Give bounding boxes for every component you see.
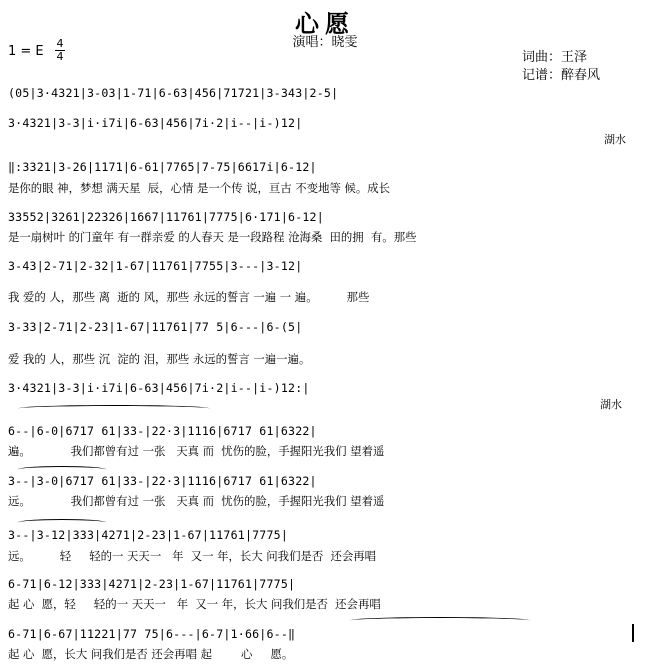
score-line-5-lyrics: 我 爱的 人，那些 离 逝的 风，那些 永远的誓言 一遍 一 遍。 那些: [8, 290, 370, 304]
transcriber-credit: 记谱：醉春风: [522, 68, 601, 83]
score-line-9-notes: 3--|3-0|6717 61|33-|22·3|1116|6717 61|6322|: [8, 474, 317, 488]
score-line-6-lyrics: 爱 我的 人，那些 沉 淀的 泪，那些 永远的誓言 一遍一遍。: [8, 352, 311, 366]
tie-arc: [350, 617, 530, 624]
score-line-11-notes: 6-71|6-12|333|4271|2-23|1-67|11761|7775|: [8, 577, 296, 591]
key-signature: 1 = E: [8, 44, 44, 59]
score-line-10-notes: 3--|3-12|333|4271|2-23|1-67|11761|7775|: [8, 528, 289, 542]
score-line-11-lyrics: 起 心 愿，轻 轻的一 天天一 年 又一 年，长大 问我们是否 还会再唱: [8, 597, 381, 611]
score-line-6-notes: 3-33|2-71|2-23|1-67|11761|77 5|6---|6-(5|: [8, 320, 303, 334]
score-line-1-notes: (05|3·4321|3-03|1-71|6-63|456|71721|3-343|2-5|: [8, 86, 339, 100]
tie-arc: [18, 405, 210, 412]
time-signature-bottom: 4: [56, 50, 64, 63]
aside-huxu-1: 湖水: [604, 133, 626, 146]
singer-credit: 演唱：晓雯: [292, 35, 358, 50]
lyricist-composer-credit: 词曲：王泽: [522, 50, 588, 65]
score-line-7-notes: 3·4321|3-3|i·i7i|6-63|456|7i·2|i--|i-)12:|: [8, 381, 310, 395]
time-signature-top: 4: [56, 37, 64, 50]
score-line-2-notes: 3·4321|3-3|i·i7i|6-63|456|7i·2|i--|i-)12|: [8, 116, 303, 130]
score-line-3-lyrics: 是你的眼 神，梦想 满天星 辰，心情 是一个传 说，亘古 不变地等 候。成长: [8, 181, 391, 195]
aside-huxu-2: 湖水: [600, 398, 622, 411]
score-line-5-notes: 3-43|2-71|2-32|1-67|11761|7755|3---|3-12|: [8, 259, 303, 273]
score-line-8-notes: 6--|6-0|6717 61|33-|22·3|1116|6717 61|6322|: [8, 424, 317, 438]
score-line-10-lyrics: 远。 轻 轻的一 天天一 年 又一 年，长大 问我们是否 还会再唱: [8, 549, 377, 563]
final-barline: [632, 624, 634, 642]
score-line-3-notes: ‖:3321|3-26|1171|6-61|7765|7-75|6617i|6-12|: [8, 160, 317, 174]
score-line-4-lyrics: 是一扇树叶 的门童年 有一群亲爱 的人春天 是一段路程 沧海桑 田的拥 有。那些: [8, 230, 417, 244]
score-line-9-lyrics: 远。 我们都曾有过 一张 天真 而 忧伤的脸，手握阳光我们 望着遥: [8, 494, 385, 508]
score-line-4-notes: 33552|3261|22326|1667|11761|7775|6·171|6-12|: [8, 210, 324, 224]
time-signature: [55, 39, 65, 62]
tie-arc: [18, 519, 106, 526]
tie-arc: [18, 466, 106, 473]
score-line-8-lyrics: 遍。 我们都曾有过 一张 天真 而 忧伤的脸，手握阳光我们 望着遥: [8, 444, 385, 458]
song-title: 心愿: [295, 10, 355, 38]
score-line-12-lyrics: 起 心 愿，长大 问我们是否 还会再唱 起 心 愿。: [8, 647, 294, 661]
score-line-12-notes: 6-71|6-67|11221|77 75|6---|6-7|1·66|6--‖: [8, 627, 296, 641]
